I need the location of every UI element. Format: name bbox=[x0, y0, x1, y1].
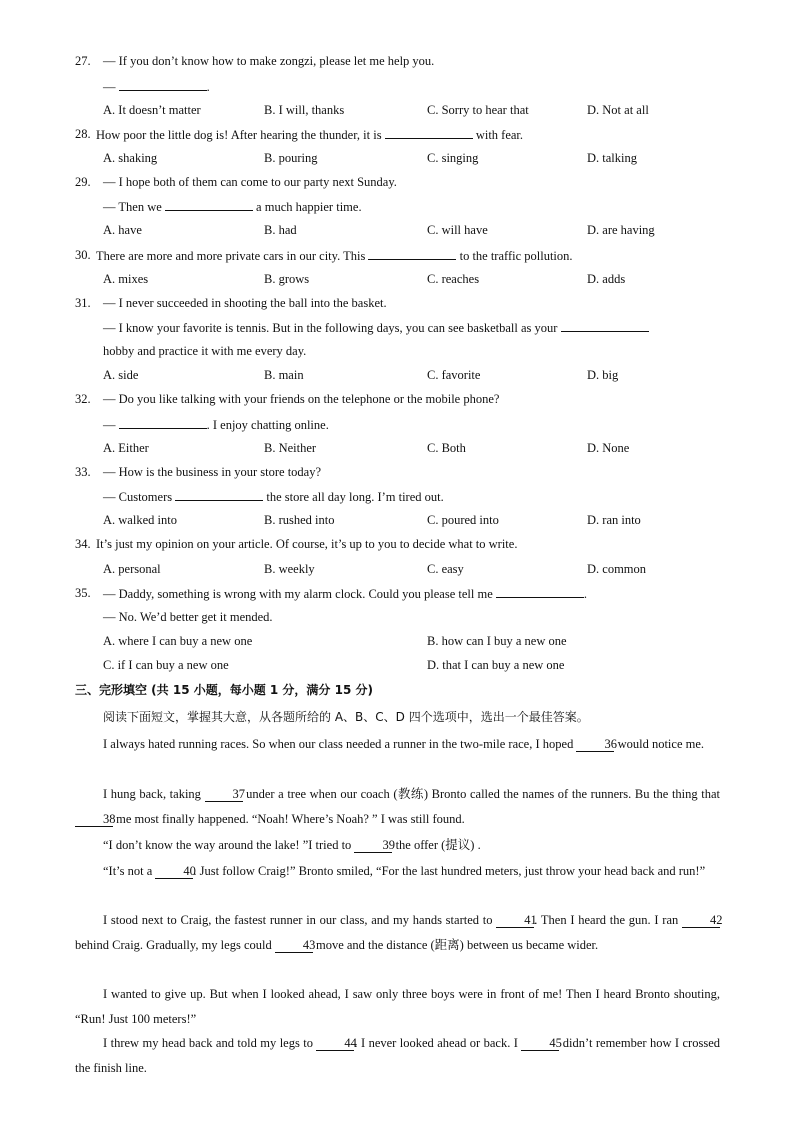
option-b[interactable]: B. how can I buy a new one bbox=[427, 634, 567, 648]
question-line bbox=[103, 78, 210, 95]
passage-text: I stood next to Craig, the fastest runner in our class, and my hands started to bbox=[103, 913, 497, 927]
question-text: — Daddy, something is wrong with my alarm clock. Could you please tell me bbox=[103, 587, 493, 601]
question-text-after-blank: . bbox=[206, 80, 210, 94]
cloze-blank-37[interactable]: 37 bbox=[205, 787, 243, 802]
question-text: — I know your favorite is tennis. But in the following days, you can see basketball as your bbox=[103, 321, 558, 335]
passage-text: I hung back, taking bbox=[103, 787, 205, 801]
question-text: There are more and more private cars in our city. This bbox=[96, 249, 366, 263]
option-d[interactable]: D. talking bbox=[587, 151, 637, 165]
option-d[interactable]: D. None bbox=[587, 441, 630, 455]
passage-paragraph bbox=[75, 859, 720, 884]
passage-text: would notice me. bbox=[614, 737, 705, 751]
answer-blank[interactable] bbox=[175, 488, 263, 501]
answer-blank[interactable] bbox=[385, 126, 473, 139]
question-text: How poor the little dog is! After hearing the thunder, it is bbox=[96, 128, 382, 142]
passage-text: the offer (提议) . bbox=[392, 838, 481, 852]
passage-paragraph bbox=[75, 732, 720, 757]
passage-paragraph bbox=[75, 782, 720, 832]
option-b[interactable]: B. rushed into bbox=[264, 513, 335, 527]
question-number: 29. bbox=[75, 175, 91, 189]
passage-paragraph bbox=[75, 833, 720, 858]
option-c[interactable]: C. Sorry to hear that bbox=[427, 103, 529, 117]
passage-text: me most finally happened. “Noah! Where’s Noah? ” I was still found. bbox=[113, 812, 465, 826]
option-b[interactable]: B. pouring bbox=[264, 151, 318, 165]
question-text: — I hope both of them can come to our party next Sunday. bbox=[103, 175, 397, 189]
option-a[interactable]: A. shaking bbox=[103, 151, 158, 165]
option-c[interactable]: C. will have bbox=[427, 223, 488, 237]
question-number: 28. bbox=[75, 127, 91, 141]
question-line bbox=[103, 198, 362, 215]
question-line bbox=[103, 174, 397, 190]
question-number: 35. bbox=[75, 586, 91, 600]
cloze-blank-36[interactable]: 36 bbox=[576, 737, 614, 752]
option-a[interactable]: A. walked into bbox=[103, 513, 177, 527]
question-line bbox=[96, 126, 523, 143]
passage-text: I wanted to give up. But when I looked ahead, I saw only three boys were in front of me! Then I heard Bronto shouting, “Run! Just 100 meters!” bbox=[75, 987, 720, 1026]
cloze-blank-43[interactable]: 43 bbox=[275, 938, 313, 953]
answer-blank[interactable] bbox=[561, 319, 649, 332]
passage-text: move and the distance (距离) between us became wider. bbox=[312, 938, 599, 952]
passage-text: “I don’t know the way around the lake! ”I tried to bbox=[103, 838, 355, 852]
question-line bbox=[103, 53, 434, 69]
option-d[interactable]: D. that I can buy a new one bbox=[427, 658, 565, 672]
question-line bbox=[103, 343, 306, 359]
option-a[interactable]: A. mixes bbox=[103, 272, 149, 286]
cloze-blank-44[interactable]: 44 bbox=[316, 1036, 354, 1051]
option-b[interactable]: B. weekly bbox=[264, 562, 315, 576]
question-number: 30. bbox=[75, 248, 91, 262]
question-line bbox=[96, 247, 573, 264]
option-d[interactable]: D. Not at all bbox=[587, 103, 649, 117]
question-text-after-blank: the store all day long. I’m tired out. bbox=[263, 490, 444, 504]
question-line bbox=[103, 488, 444, 505]
option-d[interactable]: D. are having bbox=[587, 223, 655, 237]
passage-paragraph bbox=[75, 1031, 720, 1081]
passage-text: “It’s not a bbox=[103, 864, 156, 878]
question-text-after-blank: . bbox=[583, 587, 587, 601]
answer-blank[interactable] bbox=[496, 585, 584, 598]
question-text-after-blank: with fear. bbox=[472, 128, 524, 142]
option-a[interactable]: A. have bbox=[103, 223, 142, 237]
passage-text: behind Craig. Gradually, my legs could bbox=[75, 938, 275, 952]
question-text: — bbox=[103, 418, 116, 432]
question-line bbox=[103, 295, 387, 311]
answer-blank[interactable] bbox=[368, 247, 456, 260]
option-c[interactable]: C. Both bbox=[427, 441, 466, 455]
question-text-after-blank: to the traffic pollution. bbox=[456, 249, 573, 263]
option-a[interactable]: A. side bbox=[103, 368, 139, 382]
option-c[interactable]: C. reaches bbox=[427, 272, 480, 286]
option-b[interactable]: B. I will, thanks bbox=[264, 103, 345, 117]
question-line bbox=[103, 585, 587, 602]
question-number: 33. bbox=[75, 465, 91, 479]
cloze-blank-38[interactable]: 38 bbox=[75, 812, 113, 827]
cloze-blank-42[interactable]: 42 bbox=[682, 913, 720, 928]
option-c[interactable]: C. if I can buy a new one bbox=[103, 658, 229, 672]
question-text: — How is the business in your store today? bbox=[103, 465, 322, 479]
option-b[interactable]: B. main bbox=[264, 368, 304, 382]
option-d[interactable]: D. common bbox=[587, 562, 647, 576]
option-c[interactable]: C. easy bbox=[427, 562, 464, 576]
question-line bbox=[103, 464, 321, 480]
question-text: — I never succeeded in shooting the ball into the basket. bbox=[103, 296, 387, 310]
answer-blank[interactable] bbox=[165, 198, 253, 211]
option-a[interactable]: A. personal bbox=[103, 562, 161, 576]
question-text: hobby and practice it with me every day. bbox=[103, 344, 307, 358]
cloze-blank-40[interactable]: 40 bbox=[155, 864, 193, 879]
option-d[interactable]: D. big bbox=[587, 368, 619, 382]
option-b[interactable]: B. Neither bbox=[264, 441, 317, 455]
passage-text: . I never looked ahead or back. I bbox=[354, 1036, 522, 1050]
passage-text: I always hated running races. So when our class needed a runner in the two-mile race, I hoped bbox=[103, 737, 577, 751]
question-text: — Then we bbox=[103, 200, 162, 214]
question-text-after-blank: . I enjoy chatting online. bbox=[206, 418, 329, 432]
passage-text: . Just follow Craig!” Bronto smiled, “For the last hundred meters, just throw your head back and run!” bbox=[193, 864, 706, 878]
option-b[interactable]: B. had bbox=[264, 223, 297, 237]
question-number: 34. bbox=[75, 537, 91, 551]
question-text: — Customers bbox=[103, 490, 173, 504]
question-text: — No. We’d better get it mended. bbox=[103, 610, 273, 624]
passage-text: didn’t remember how I crossed the finish line. bbox=[75, 1036, 720, 1075]
question-text: — bbox=[103, 80, 116, 94]
option-d[interactable]: D. adds bbox=[587, 272, 626, 286]
option-a[interactable]: A. where I can buy a new one bbox=[103, 634, 253, 648]
section-instruction: 阅读下面短文，掌握其大意，从各题所给的 A、B、C、D 四个选项中，选出一个最佳答案。 bbox=[103, 710, 589, 724]
option-a[interactable]: A. It doesn’t matter bbox=[103, 103, 201, 117]
answer-blank[interactable] bbox=[119, 416, 207, 429]
option-c[interactable]: C. favorite bbox=[427, 368, 481, 382]
section-heading: 三、完形填空 (共 15 小题，每小题 1 分，满分 15 分) bbox=[75, 683, 373, 697]
question-line bbox=[103, 609, 273, 625]
question-text: — Do you like talking with your friends on the telephone or the mobile phone? bbox=[103, 392, 500, 406]
option-b[interactable]: B. grows bbox=[264, 272, 310, 286]
question-number: 32. bbox=[75, 392, 91, 406]
passage-text: under a tree when our coach (教练) Bronto called the names of the runners. Bu the thing that bbox=[242, 787, 720, 801]
question-line bbox=[103, 416, 329, 433]
cloze-blank-41[interactable]: 41 bbox=[496, 913, 534, 928]
option-d[interactable]: D. ran into bbox=[587, 513, 641, 527]
passage-paragraph bbox=[75, 908, 723, 958]
answer-blank[interactable] bbox=[119, 78, 207, 91]
option-c[interactable]: C. poured into bbox=[427, 513, 499, 527]
option-a[interactable]: A. Either bbox=[103, 441, 149, 455]
passage-text: I threw my head back and told my legs to bbox=[103, 1036, 317, 1050]
question-number: 31. bbox=[75, 296, 91, 310]
question-line bbox=[103, 319, 649, 336]
question-number: 27. bbox=[75, 54, 91, 68]
question-line bbox=[103, 391, 499, 407]
question-text-after-blank: a much happier time. bbox=[252, 200, 362, 214]
question-text: — If you don’t know how to make zongzi, please let me help you. bbox=[103, 54, 435, 68]
question-text: It’s just my opinion on your article. Of course, it’s up to you to decide what to write. bbox=[96, 537, 518, 551]
cloze-blank-45[interactable]: 45 bbox=[521, 1036, 559, 1051]
cloze-blank-39[interactable]: 39 bbox=[354, 838, 392, 853]
option-c[interactable]: C. singing bbox=[427, 151, 479, 165]
passage-paragraph bbox=[75, 982, 720, 1032]
passage-text: . Then I heard the gun. I ran bbox=[534, 913, 682, 927]
question-line bbox=[96, 536, 517, 552]
